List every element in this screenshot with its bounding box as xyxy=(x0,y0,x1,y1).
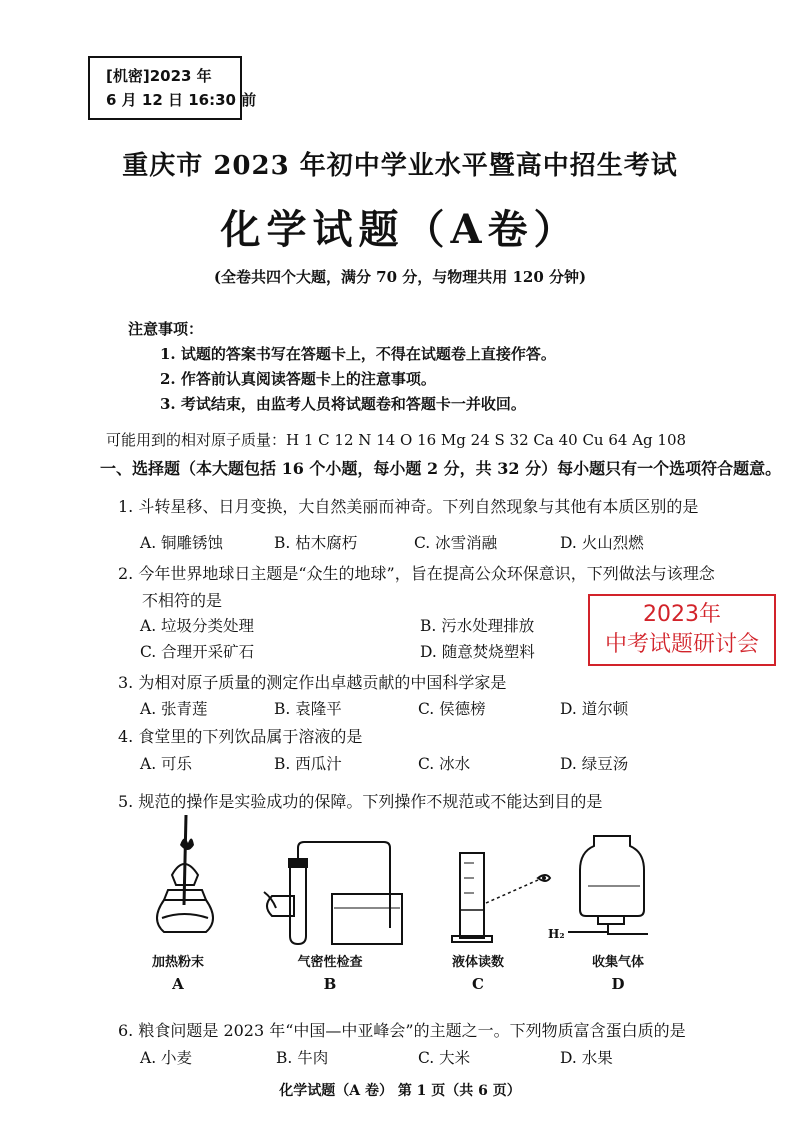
question-stem: 5. 规范的操作是实验成功的保障。下列操作不规范或不能达到目的是 xyxy=(118,792,603,811)
figure-letter: B xyxy=(323,975,337,993)
option: B. 污水处理排放 xyxy=(420,617,535,635)
figure-airtightness-check xyxy=(262,836,402,946)
atomic-masses: 可能用到的相对原子质量：H 1 C 12 N 14 O 16 Mg 24 S 32 Ca 40 Cu 64 Ag 108 xyxy=(106,431,687,449)
option: C. 大米 xyxy=(418,1049,471,1067)
question-stem: 1. 斗转星移、日月变换，大自然美丽而神奇。下列自然现象与其他有本质区别的是 xyxy=(118,497,699,516)
option: D. 绿豆汤 xyxy=(560,755,629,773)
figure-gas-collection xyxy=(548,826,668,946)
figure-letter: A xyxy=(172,975,184,993)
option: C. 冰水 xyxy=(418,755,471,773)
option: A. 垃圾分类处理 xyxy=(140,617,255,635)
question-stem: 2. 今年世界地球日主题是“众生的地球”，旨在提高公众环保意识，下列做法与该理念 xyxy=(118,564,715,583)
option: B. 西瓜汁 xyxy=(274,755,342,773)
confidential-label xyxy=(88,56,257,120)
option: D. 道尔顿 xyxy=(560,700,629,718)
figure-caption: 气密性检查 xyxy=(297,955,363,970)
figure-caption: 收集气体 xyxy=(591,955,644,970)
option: D. 火山烈燃 xyxy=(560,534,644,552)
notice-item: 2. 作答前认真阅读答题卡上的注意事项。 xyxy=(160,370,436,388)
confidential-line-1: [机密]2023 年 xyxy=(106,67,212,85)
option: B. 袁隆平 xyxy=(274,700,342,718)
page-footer: 化学试题（A 卷） 第 1 页（共 6 页） xyxy=(279,1083,521,1099)
option: B. 牛肉 xyxy=(276,1049,329,1067)
option: A. 可乐 xyxy=(140,755,193,773)
option: A. 小麦 xyxy=(140,1049,193,1067)
option: A. 铜雕锈蚀 xyxy=(140,534,224,552)
exam-note: (全卷共四个大题，满分 70 分，与物理共用 120 分钟) xyxy=(213,268,587,286)
question-stem: 6. 粮食问题是 2023 年“中国—中亚峰会”的主题之一。下列物质富含蛋白质的是 xyxy=(118,1021,686,1040)
notice-heading: 注意事项： xyxy=(128,320,204,338)
option: A. 张青莲 xyxy=(140,700,208,718)
hydrogen-label: H₂ xyxy=(548,927,565,941)
notice-item: 1. 试题的答案书写在答题卡上，不得在试题卷上直接作答。 xyxy=(160,345,556,363)
figure-caption: 加热粉末 xyxy=(151,955,204,970)
conference-stamp xyxy=(588,594,776,666)
option: C. 侯德榜 xyxy=(418,700,486,718)
question-stem: 3. 为相对原子质量的测定作出卓越贡献的中国科学家是 xyxy=(118,673,507,692)
confidential-line-2: 6 月 12 日 16:30 前 xyxy=(106,91,257,109)
question-stem: 4. 食堂里的下列饮品属于溶液的是 xyxy=(118,727,363,746)
figure-caption: 液体读数 xyxy=(451,955,504,970)
option: D. 随意焚烧塑料 xyxy=(420,643,535,661)
section-heading: 一、选择题（本大题包括 16 个小题，每小题 2 分，共 32 分）每小题只有一个选项符合题意。 xyxy=(100,459,782,478)
option: D. 水果 xyxy=(560,1049,613,1067)
option: C. 合理开采矿石 xyxy=(140,643,255,661)
figure-heating-powder xyxy=(140,810,230,945)
figure-letter: D xyxy=(611,975,625,993)
figure-letter: C xyxy=(472,975,484,993)
figure-liquid-reading xyxy=(450,848,560,948)
paper-title: 化学试题（A卷） xyxy=(220,206,580,253)
notice-item: 3. 考试结束，由监考人员将试题卷和答题卡一并收回。 xyxy=(160,395,526,413)
question-stem-continued: 不相符的是 xyxy=(142,591,223,610)
stamp-line-2: 中考试题研讨会 xyxy=(604,632,759,657)
option: C. 冰雪消融 xyxy=(414,534,498,552)
option: B. 枯木腐朽 xyxy=(274,534,358,552)
exam-title: 重庆市 2023 年初中学业水平暨高中招生考试 xyxy=(122,151,678,181)
stamp-line-1: 2023年 xyxy=(643,602,721,627)
